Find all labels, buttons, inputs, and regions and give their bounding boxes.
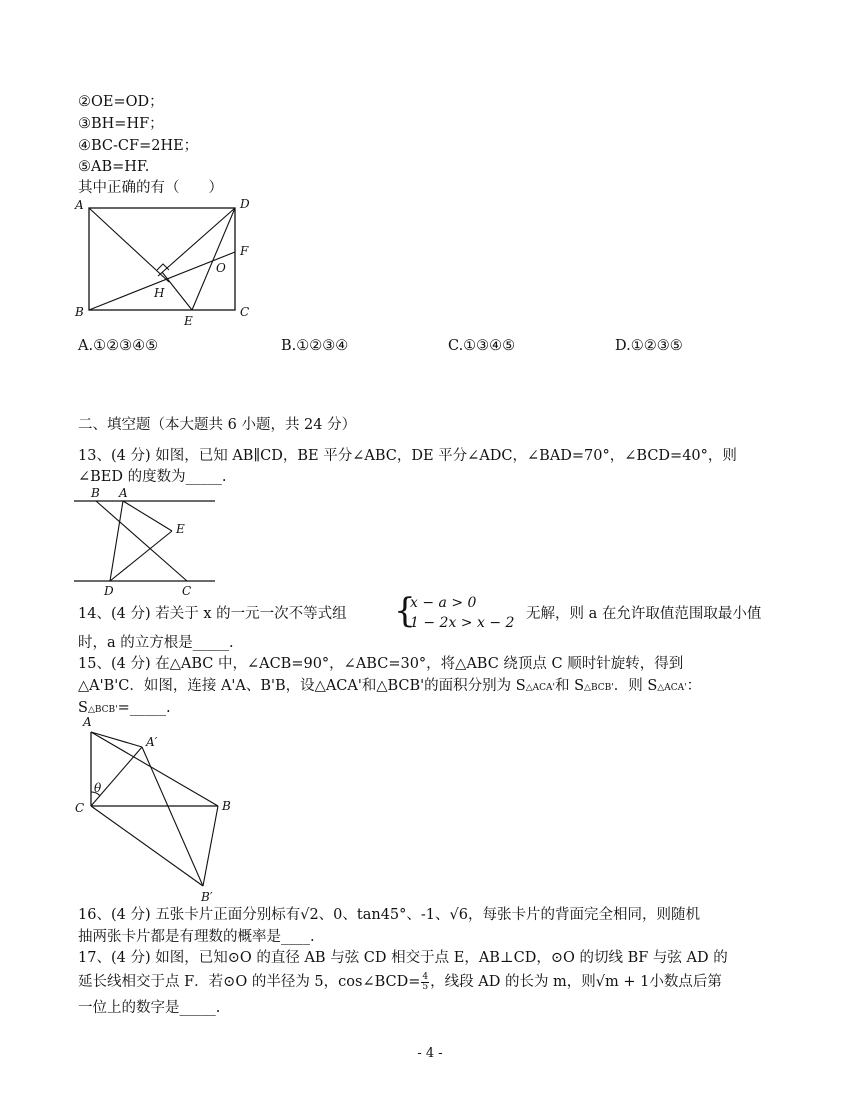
q15-label-b-prime: B′ bbox=[201, 890, 213, 904]
q13-label-e: E bbox=[176, 522, 185, 536]
q14-text-after-system: 无解，则 a 在允许取值范围取最小值 bbox=[526, 606, 762, 622]
q16-line-2: 抽两张卡片都是有理数的概率是____. bbox=[78, 929, 315, 945]
q15-figure bbox=[70, 714, 245, 904]
q12-label-b: B bbox=[75, 305, 84, 319]
q15-label-b: B bbox=[222, 799, 231, 813]
q15-label-a: A bbox=[83, 715, 92, 729]
q15-line-2 bbox=[78, 676, 701, 698]
q12-label-a: A bbox=[75, 198, 84, 212]
q14-line-2: 时，a 的立方根是_____. bbox=[78, 635, 234, 651]
q15-subscript-2: △BCB' bbox=[584, 683, 614, 693]
q15-line-2-part-a: △A'B'C．如图，连接 A'A、B'B，设△ACA'和△BCB'的面积分别为 S bbox=[78, 678, 526, 694]
q14-inequality-1: x − a > 0 bbox=[410, 595, 477, 611]
q13-label-c: C bbox=[182, 584, 192, 598]
q12-label-h: H bbox=[154, 286, 165, 300]
q12-question: 其中正确的有（ ） bbox=[78, 180, 223, 196]
q17-line-2-part-a: 延长线相交于点 F．若⊙O 的半径为 5，cos∠BCD= bbox=[78, 974, 421, 990]
q12-figure bbox=[70, 196, 260, 331]
q13-label-a: A bbox=[119, 486, 128, 500]
q16-line-1: 16、(4 分) 五张卡片正面分别标有√2、0、tan45°、-1、√6，每张卡片的背面完全相同，则随机 bbox=[78, 907, 700, 923]
q17-line-2 bbox=[78, 972, 722, 992]
q13-label-b: B bbox=[91, 486, 100, 500]
q15-line-3-part-b: =_____. bbox=[117, 700, 171, 716]
q13-line-1: 13、(4 分) 如图，已知 AB∥CD，BE 平分∠ABC，DE 平分∠ADC，∠BAD=70°，∠BCD=40°，则 bbox=[78, 448, 737, 464]
q12-option-a: A.①②③④⑤ bbox=[78, 338, 159, 354]
section-heading: 二、填空题（本大题共 6 小题，共 24 分） bbox=[78, 417, 357, 433]
q15-line-1: 15、(4 分) 在△ABC 中，∠ACB=90°，∠ABC=30°，将△ABC 绕顶点 C 顺时针旋转，得到 bbox=[78, 656, 684, 672]
q12-statement-4: ④BC-CF=2HE； bbox=[78, 138, 199, 154]
q17-fraction-denominator: 5 bbox=[422, 981, 429, 992]
q14-brace: { bbox=[394, 591, 416, 631]
q12-statement-3: ③BH=HF； bbox=[78, 116, 164, 132]
q15-label-c: C bbox=[75, 801, 85, 815]
q12-label-f: F bbox=[240, 244, 249, 258]
q12-option-d: D.①②③⑤ bbox=[615, 338, 683, 354]
q12-label-c: C bbox=[240, 305, 250, 319]
q15-line-2-part-b: 和 S bbox=[555, 678, 585, 694]
q15-subscript-4: △BCB' bbox=[87, 705, 118, 715]
q12-label-d: D bbox=[240, 197, 250, 211]
q15-line-3-part-a: S bbox=[78, 700, 88, 716]
q14-text-before-system: 14、(4 分) 若关于 x 的一元一次不等式组 bbox=[78, 606, 347, 622]
q12-label-e: E bbox=[184, 314, 193, 328]
q17-line-1: 17、(4 分) 如图，已知⊙O 的直径 AB 与弦 CD 相交于点 E，AB⊥CD，⊙O 的切线 BF 与弦 AD 的 bbox=[78, 950, 728, 966]
q17-fraction bbox=[421, 973, 429, 992]
q15-subscript-3: △ACA' bbox=[657, 683, 687, 693]
q12-statement-5: ⑤AB=HF. bbox=[78, 159, 150, 175]
q12-option-b: B.①②③④ bbox=[281, 338, 349, 354]
page-number: - 4 - bbox=[417, 1046, 443, 1061]
q14-inequality-2: 1 − 2x > x − 2 bbox=[410, 615, 515, 631]
q17-fraction-numerator: 4 bbox=[422, 971, 429, 982]
q12-label-o: O bbox=[216, 261, 226, 275]
q12-option-c: C.①③④⑤ bbox=[448, 338, 516, 354]
q15-line-2-part-c: ．则 S bbox=[613, 678, 658, 694]
q15-subscript-1: △ACA' bbox=[525, 683, 555, 693]
q13-figure bbox=[70, 486, 220, 598]
q15-label-theta: θ bbox=[94, 781, 102, 795]
q12-statement-2: ②OE=OD； bbox=[78, 94, 164, 110]
q17-line-3: 一位上的数字是_____. bbox=[78, 1000, 221, 1016]
q17-line-2-part-b: ，线段 AD 的长为 m，则√m + 1小数点后第 bbox=[430, 974, 722, 990]
q15-line-2-part-d: ： bbox=[686, 678, 702, 694]
q13-line-2: ∠BED 的度数为_____. bbox=[78, 469, 227, 485]
q13-label-d: D bbox=[104, 584, 114, 598]
q15-label-a-prime: A′ bbox=[146, 735, 158, 749]
